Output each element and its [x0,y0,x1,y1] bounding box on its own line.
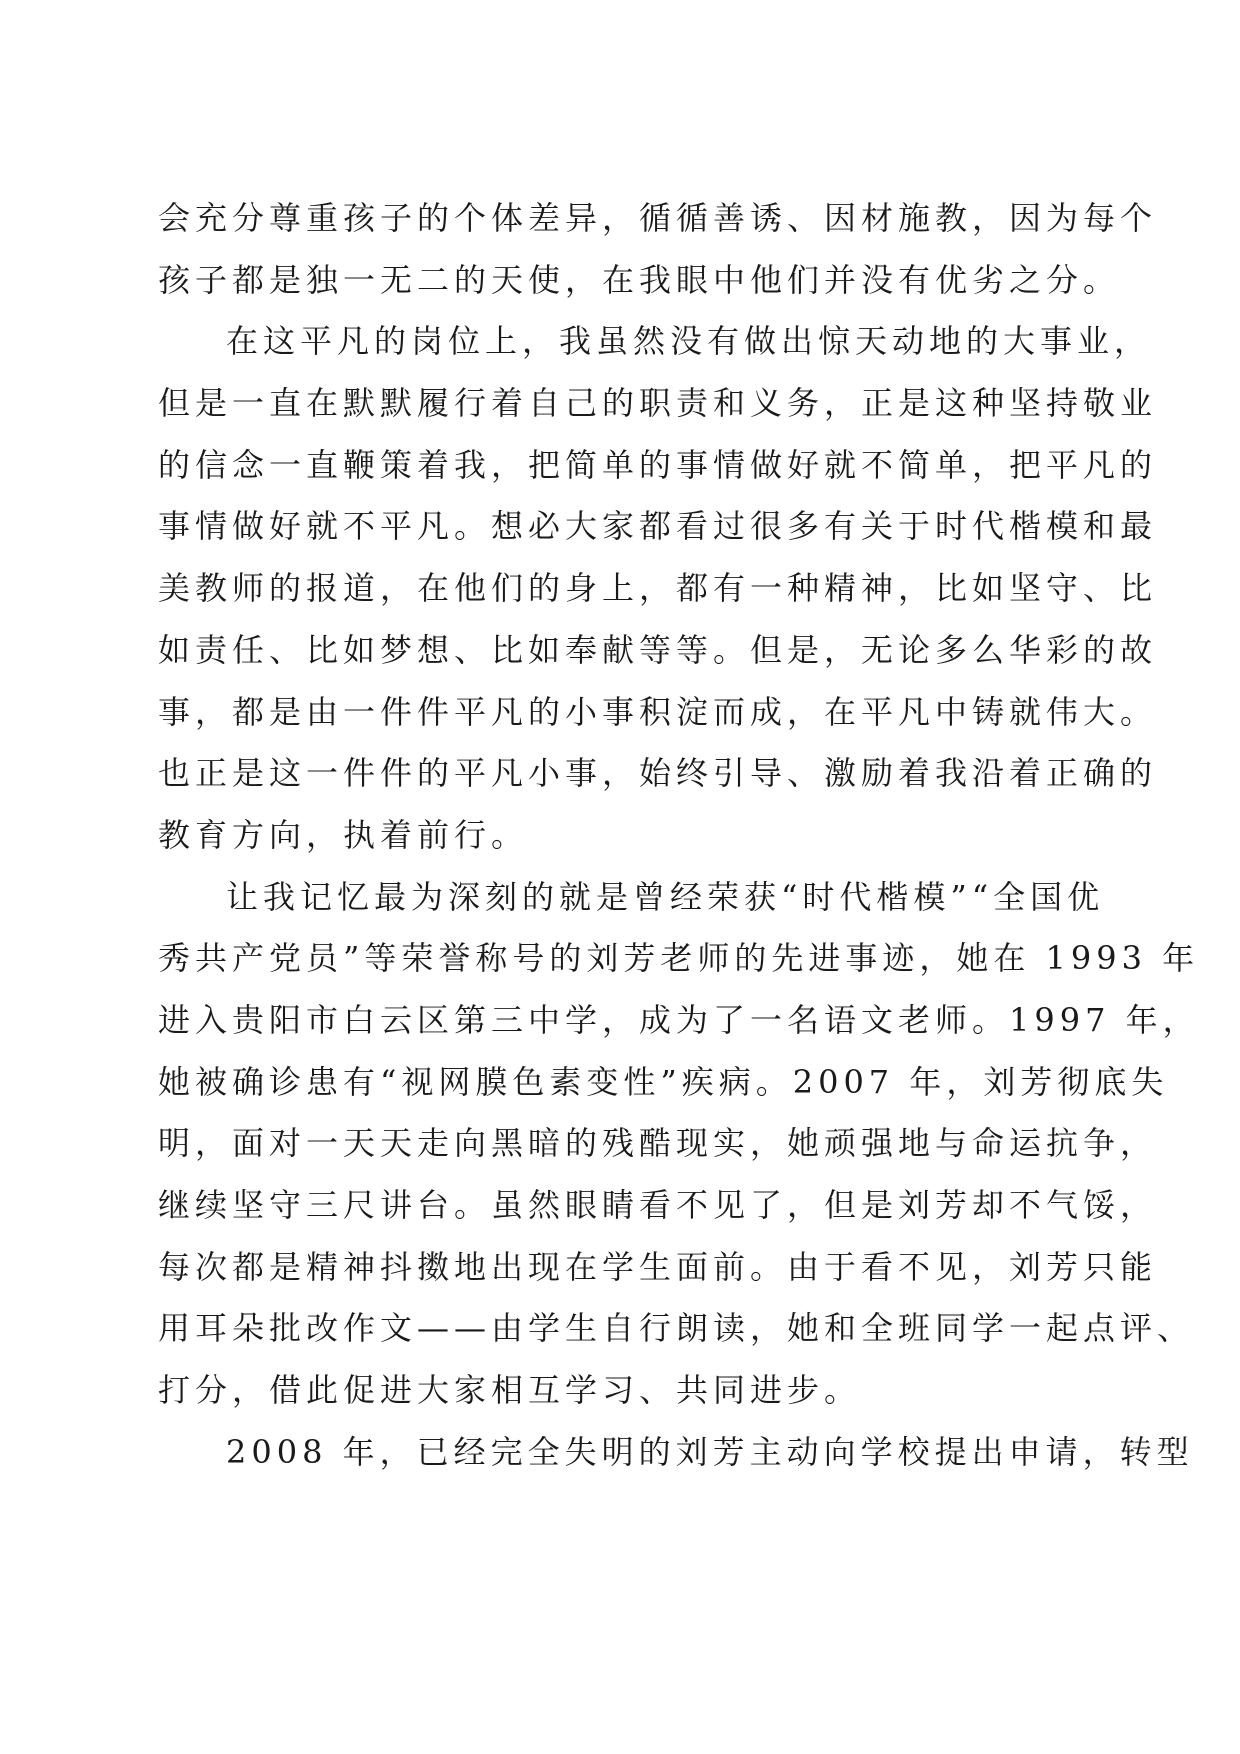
body-text [158,188,1200,1483]
text-line: 秀共产党员”等荣誉称号的刘芳老师的先进事迹，她在 1993 年 [158,939,1200,978]
text-line: 进入贵阳市白云区第三中学，成为了一名语文老师。1997 年， [158,1000,1200,1039]
text-line: 的信念一直鞭策着我，把简单的事情做好就不简单，把平凡的 [158,445,1158,484]
text-line: 继续坚守三尺讲台。虽然眼睛看不见了，但是刘芳却不气馁， [158,1186,1158,1224]
paragraph-start-line: 2008 年，已经完全失明的刘芳主动向学校提出申请，转型 [226,1432,1194,1471]
text-line: 她被确诊患有“视网膜色素变性”疾病。2007 年，刘芳彻底失 [158,1062,1169,1101]
text-line: 也正是这一件件的平凡小事，始终引导、激励着我沿着正确的 [158,754,1158,793]
text-line: 打分，借此促进大家相互学习、共同进步。 [158,1371,862,1410]
paragraph-start-line: 在这平凡的岗位上，我虽然没有做出惊天动地的大事业， [226,322,1152,361]
text-line: 事，都是由一件件平凡的小事积淀而成，在平凡中铸就伟大。 [158,692,1158,731]
text-line: 用耳朵批改作文——由学生自行朗读，她和全班同学一起点评、 [158,1309,1195,1348]
paragraph-start-line: 让我记忆最为深刻的就是曾经荣获“时代楷模”“全国优 [226,877,1105,916]
text-line: 美教师的报道，在他们的身上，都有一种精神，比如坚守、比 [158,569,1158,608]
text-line: 但是一直在默默履行着自己的职责和义务，正是这种坚持敬业 [158,384,1158,423]
text-line: 教育方向，执着前行。 [158,815,529,854]
text-line: 会充分尊重孩子的个体差异，循循善诱、因材施教，因为每个 [158,199,1158,237]
text-line: 如责任、比如梦想、比如奉献等等。但是，无论多么华彩的故 [158,630,1158,669]
text-line: 事情做好就不平凡。想必大家都看过很多有关于时代楷模和最 [158,507,1158,546]
text-line: 每次都是精神抖擞地出现在学生面前。由于看不见，刘芳只能 [158,1247,1158,1286]
text-line: 孩子都是独一无二的天使，在我眼中他们并没有优劣之分。 [158,260,1121,299]
text-line: 明，面对一天天走向黑暗的残酷现实，她顽强地与命运抗争， [158,1124,1158,1163]
